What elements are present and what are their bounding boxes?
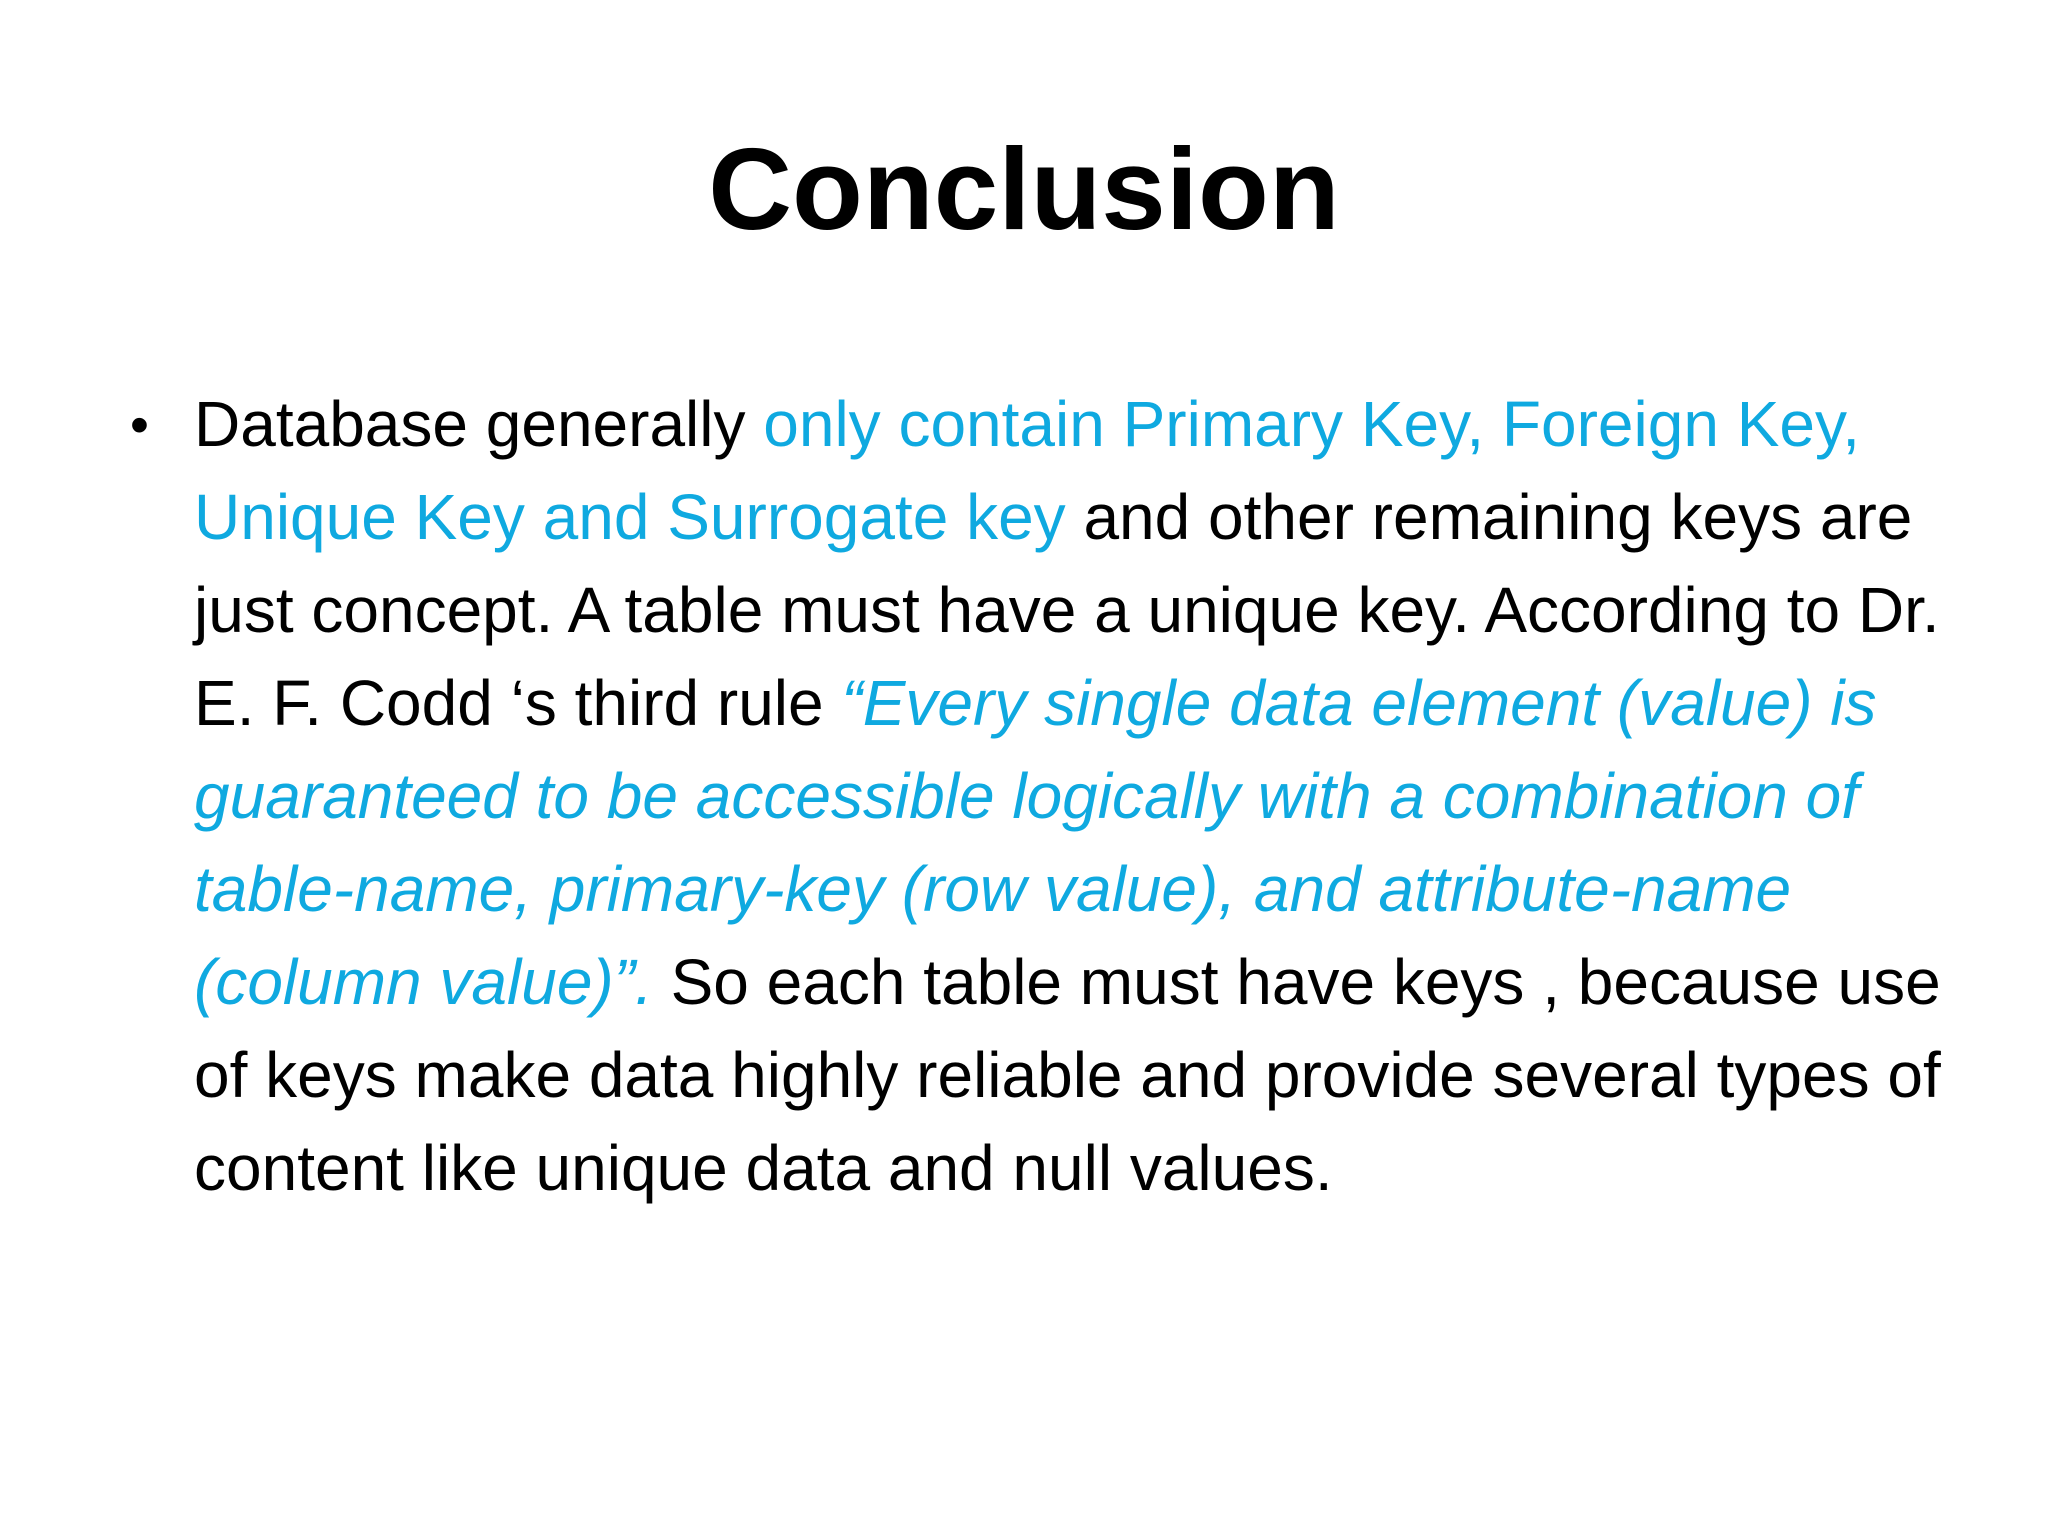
bullet-icon: •: [130, 395, 149, 455]
slide-title: Conclusion: [708, 124, 1340, 254]
bullet-paragraph: [194, 378, 1954, 1215]
codd-rule-quote: “Every single data element (value) is guaranteed to be accessible logically with a combination of table-name, primary-key (row value), and attribute-name (column value)”.: [194, 667, 1877, 1018]
bullet-text-conclusion: So each table must have keys , because use of keys make data highly reliable and provide several types of content like unique data and null values.: [194, 946, 1941, 1204]
bullet-text-highlight-keys: only contain Primary Key, Foreign Key, Unique Key and Surrogate key: [194, 388, 1860, 553]
bullet-text-middle: and other remaining keys are just concept. A table must have a unique key. According to Dr. E. F. Codd ‘s third rule: [194, 481, 1940, 739]
bullet-text-intro: Database generally: [194, 388, 764, 460]
